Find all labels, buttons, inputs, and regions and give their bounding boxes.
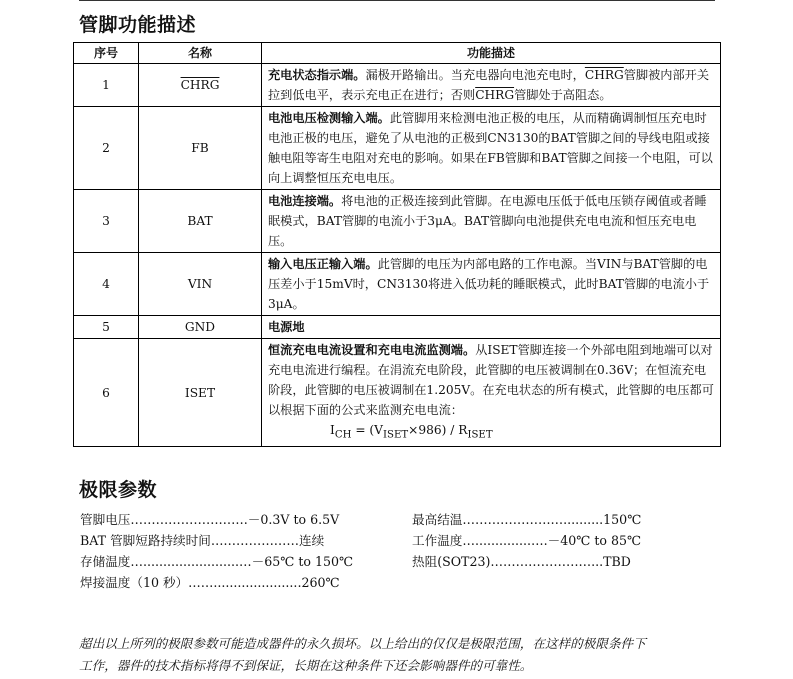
pin-number: 1 xyxy=(74,64,139,107)
function-lead: 恒流充电电流设置和充电电流监测端。 xyxy=(268,343,476,357)
table-row xyxy=(74,253,721,316)
absolute-max-title: 极限参数 xyxy=(79,479,158,501)
pin-function xyxy=(262,190,721,253)
function-chrg: CHRG xyxy=(584,68,624,82)
limit-item: BAT 管脚短路持续时间…………………连续 xyxy=(80,533,325,548)
function-lead: 电池连接端。 xyxy=(268,194,342,208)
charge-current-formula: $I_{CH} = (V_{ISET}\times 986) / R_{ISET}$ xyxy=(330,423,493,441)
pin-description-title: 管脚功能描述 xyxy=(79,14,197,36)
pin-name-text: CHRG xyxy=(180,78,220,92)
pin-name xyxy=(139,64,262,107)
pin-function xyxy=(262,64,721,107)
pin-description-table xyxy=(73,42,721,447)
pin-number: 4 xyxy=(74,253,139,316)
pin-name: BAT xyxy=(139,190,262,253)
function-lead: 电源地 xyxy=(268,320,305,334)
pin-function xyxy=(262,253,721,316)
pin-name: GND xyxy=(139,316,262,339)
function-lead: 输入电压正输入端。 xyxy=(268,257,378,271)
function-chrg: CHRG xyxy=(475,88,515,102)
limit-item: 热阻(SOT23)……………………...TBD xyxy=(412,554,631,569)
table-row xyxy=(74,190,721,253)
pin-number: 5 xyxy=(74,316,139,339)
function-text: 从ISET管脚连接一个外部电阻到地端可以对充电电流进行编程。在涓流充电阶段，此管脚的电压被调制在0.36V；在恒流充电阶段，此管脚的电压被调制在1.205V。在充电状态的所有模式，此管脚的电压都可以根据下面的公式来监测充电电流： xyxy=(268,343,714,417)
header-function: 功能描述 xyxy=(262,43,721,64)
limit-item: 管脚电压……………………….－0.3V to 6.5V xyxy=(80,512,340,527)
table-header-row xyxy=(74,43,721,64)
function-text: 将电池的正极连接到此管脚。在电源电压低于低电压锁存阈值或者睡眠模式，BAT管脚的电流小于3μA。BAT管脚向电池提供充电电流和恒压充电电压。 xyxy=(268,194,707,248)
pin-name: VIN xyxy=(139,253,262,316)
top-rule xyxy=(79,0,715,1)
function-text: 此管脚用来检测电池正极的电压，从而精确调制恒压充电时电池正极的电压，避免了从电池的正极到CN3130的BAT管脚之间的导线电阻或接触电阻等寄生电阻对充电的影响。如果在FB管脚和BAT管脚之间接一个电阻，可以向上调整恒压充电电压。 xyxy=(268,111,713,185)
header-name: 名称 xyxy=(139,43,262,64)
limit-item: 焊接温度（10 秒）……......................260℃ xyxy=(80,575,340,590)
pin-name: ISET xyxy=(139,339,262,447)
table-row xyxy=(74,316,721,339)
function-lead: 充电状态指示端。 xyxy=(268,68,366,82)
table-row xyxy=(74,339,721,447)
header-number: 序号 xyxy=(74,43,139,64)
function-text: 管脚处于高阻态。 xyxy=(514,88,612,102)
pin-number: 3 xyxy=(74,190,139,253)
warning-note-line2: 工作，器件的技术指标将得不到保证，长期在这种条件下还会影响器件的可靠性。 xyxy=(79,658,533,673)
table-row xyxy=(74,64,721,107)
pin-function xyxy=(262,107,721,190)
limit-item: 存储温度…........................…－65℃ to 150℃ xyxy=(80,554,354,569)
function-text: 漏极开路输出。当充电器向电池充电时， xyxy=(365,68,585,82)
limit-item: 最高结温……………………..........150℃ xyxy=(412,512,642,527)
pin-name: FB xyxy=(139,107,262,190)
limit-item: 工作温度…..............….－40℃ to 85℃ xyxy=(412,533,642,548)
table-row xyxy=(74,107,721,190)
function-lead: 电池电压检测输入端。 xyxy=(268,111,390,125)
pin-function xyxy=(262,316,721,339)
function-text: 此管脚的电压为内部电路的工作电源。当VIN与BAT管脚的电压差小于15mV时，CN3130将进入低功耗的睡眠模式，此时BAT管脚的电流小于3μA。 xyxy=(268,257,710,311)
pin-function xyxy=(262,339,721,447)
pin-number: 2 xyxy=(74,107,139,190)
pin-number: 6 xyxy=(74,339,139,447)
warning-note-line1: 超出以上所列的极限参数可能造成器件的永久损坏。以上给出的仅仅是极限范围，在这样的极限条件下 xyxy=(79,636,646,651)
function-text: 管脚被内部开关拉到低电平，表示充电正在进行；否则 xyxy=(268,68,710,102)
